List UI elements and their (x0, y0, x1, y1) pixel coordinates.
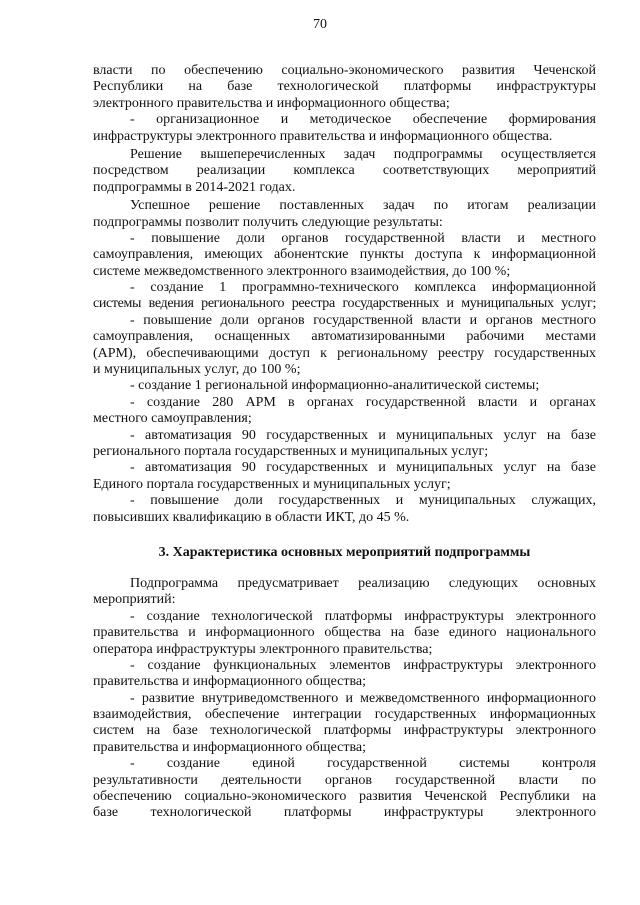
text-line: - повышение доли органов государственной власти и органов местного (130, 312, 596, 328)
text-line: результативности деятельности органов государственной власти по (93, 772, 596, 788)
text-line: - повышение доли органов государственной власти и местного (130, 230, 596, 246)
text-line: самоуправления, оснащенных автоматизированными рабочими местами (93, 329, 596, 345)
text-line: - создание функциональных элементов инфраструктуры электронного (130, 657, 596, 673)
text-line: системе межведомственного электронного взаимодействия, до 100 %; (93, 263, 511, 279)
text-line: - создание 280 АРМ в органах государственной власти и органах (130, 394, 596, 410)
text-line: взаимодействия, обеспечение интеграции государственных информационных (93, 707, 596, 723)
text-line: Решение вышеперечисленных задач подпрограммы осуществляется (130, 146, 596, 162)
section-heading: 3. Характеристика основных мероприятий подпрограммы (158, 544, 531, 560)
text-line: обеспечению социально-экономического развития Чеченской Республики на (93, 789, 596, 805)
text-line: повысивших квалификацию в области ИКТ, до 45 %. (93, 509, 410, 525)
text-line: инфраструктуры электронного правительства и информационного общества. (93, 128, 553, 144)
text-line: правительства и информационного общества; (93, 739, 366, 755)
text-line: - автоматизация 90 государственных и муниципальных услуг на базе (130, 427, 596, 443)
text-line: - создание 1 программно-технического комплекса информационной (130, 280, 596, 296)
text-line: правительства и информационного общества на базе единого национального (93, 625, 596, 641)
text-line: подпрограммы позволит получить следующие результаты: (93, 214, 443, 230)
text-line: мероприятий: (93, 592, 176, 608)
text-line: посредством реализации комплекса соответствующих мероприятий (93, 163, 596, 179)
text-line: - создание технологической платформы инфраструктуры электронного (130, 608, 596, 624)
text-line: самоуправления, имеющих абонентские пункты доступа к информационной (93, 247, 596, 263)
text-line: систем на базе технологической платформы инфраструктуры электронного (93, 723, 596, 739)
text-line: подпрограммы в 2014-2021 годах. (93, 179, 296, 195)
text-line: - повышение доли государственных и муниципальных служащих, (130, 493, 596, 509)
text-line: власти по обеспечению социально-экономического развития Чеченской (93, 63, 596, 78)
text-line: Успешное решение поставленных задач по итогам реализации (130, 198, 596, 214)
text-line: системы ведения регионального реестра государственных и муниципальных услуг; (93, 296, 596, 312)
text-line: Единого портала государственных и муниципальных услуг; (93, 476, 451, 492)
page-content (93, 63, 596, 822)
text-line: Республики на базе технологической платформы инфраструктуры (93, 79, 596, 95)
text-line: Подпрограмма предусматривает реализацию следующих основных (130, 575, 596, 591)
text-line: - автоматизация 90 государственных и муниципальных услуг на базе (130, 460, 596, 476)
text-line: электронного правительства и информационного общества; (93, 95, 450, 111)
page-number: 70 (313, 17, 327, 32)
text-line: - создание 1 региональной информационно-аналитической системы; (130, 378, 540, 394)
text-line: и муниципальных услуг, до 100 %; (93, 362, 301, 378)
text-line: правительства и информационного общества; (93, 674, 366, 690)
text-line: - организационное и методическое обеспечение формирования (130, 112, 596, 128)
text-line: оператора инфраструктуры электронного правительства; (93, 641, 433, 657)
text-line: базе технологической платформы инфраструктуры электронного (93, 805, 596, 821)
text-line: - развитие внутриведомственного и межведомственного информационного (130, 690, 596, 706)
text-line: - создание единой государственной системы контроля (130, 756, 596, 772)
text-line: местного самоуправления; (93, 411, 252, 427)
text-line: регионального портала государственных и муниципальных услуг; (93, 443, 489, 459)
text-line: (АРМ), обеспечивающими доступ к региональному реестру государственных (93, 345, 596, 361)
